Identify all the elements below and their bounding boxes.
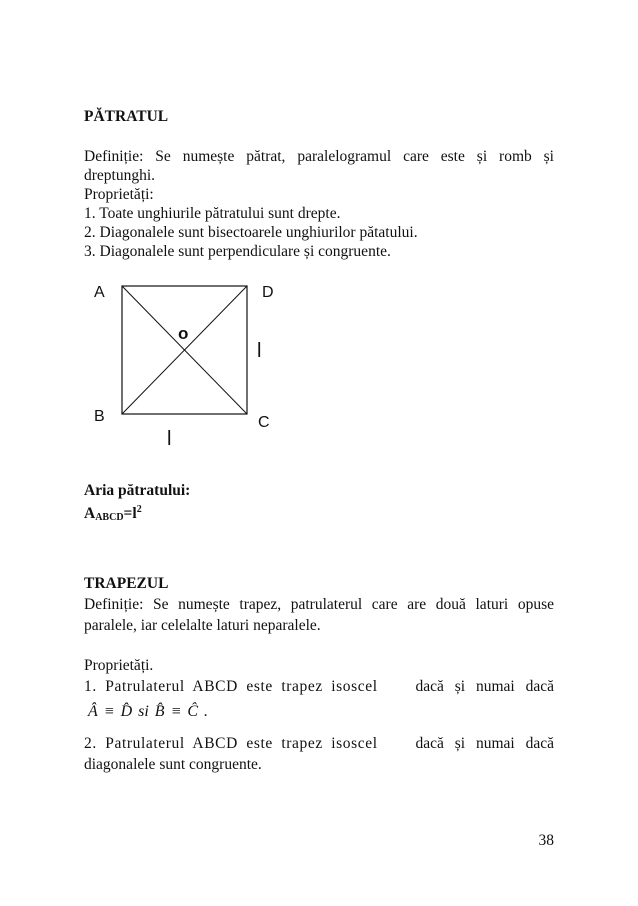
- property-1-right: dacă și numai dacă: [415, 678, 554, 695]
- area-formula-superscript: 2: [136, 504, 142, 515]
- side-label-bottom: l: [167, 428, 172, 450]
- square-definition-line1: Definiție: Se numește pătrat, paralelogramul care este și romb și: [84, 148, 554, 165]
- trapezoid-definition: [84, 594, 554, 636]
- square-properties-label: Proprietăți:: [84, 186, 154, 203]
- area-formula-subscript: ABCD: [95, 512, 124, 523]
- square-figure: [84, 275, 304, 450]
- property-2-line1: [84, 733, 554, 754]
- square-definition-line2: dreptunghi.: [84, 167, 156, 184]
- property-1-math: Â ≡ D̂ si B̂ ≡ Ĉ .: [88, 703, 209, 720]
- property-2-right: dacă și numai dacă: [415, 735, 554, 752]
- square-area-formula: [84, 500, 554, 527]
- square-definition: [84, 147, 554, 261]
- square-property-3: 3. Diagonalele sunt perpendiculare și congruente.: [84, 243, 391, 260]
- vertex-label-d: D: [262, 284, 274, 301]
- square-area-title: Aria pătratului:: [84, 482, 191, 499]
- square-property-2: 2. Diagonalele sunt bisectoarele unghiurilor pătatului.: [84, 224, 418, 241]
- area-formula-a: A: [84, 505, 96, 522]
- center-label-o: o: [178, 324, 189, 343]
- section-title-trapezoid: TRAPEZUL: [84, 575, 169, 592]
- trapezoid-properties-label: Proprietăți.: [84, 657, 154, 674]
- trapezoid-definition-line1: Definiție: Se numește trapez, patrulaterul care are două laturi opuse: [84, 596, 554, 613]
- trapezoid-properties: [84, 655, 554, 697]
- trapezoid-property-2: [84, 733, 554, 775]
- vertex-label-a: A: [94, 284, 105, 301]
- trapezoid-definition-line2: paralele, iar celelalte laturi neparalele.: [84, 617, 321, 634]
- square-property-1: 1. Toate unghiurile pătratului sunt drepte.: [84, 205, 341, 222]
- property-2-left: 2. Patrulaterul ABCD este trapez isoscel: [84, 735, 378, 752]
- vertex-label-b: B: [94, 408, 105, 425]
- vertex-label-c: C: [258, 414, 270, 431]
- page-number: 38: [538, 832, 554, 849]
- property-1-left: 1. Patrulaterul ABCD este trapez isoscel: [84, 678, 378, 695]
- area-formula-eq: =l: [123, 505, 137, 522]
- property-2-line2: diagonalele sunt congruente.: [84, 756, 262, 773]
- side-label-right: l: [257, 340, 262, 362]
- trapezoid-property-1: [84, 676, 554, 697]
- section-title-square: PĂTRATUL: [84, 108, 169, 125]
